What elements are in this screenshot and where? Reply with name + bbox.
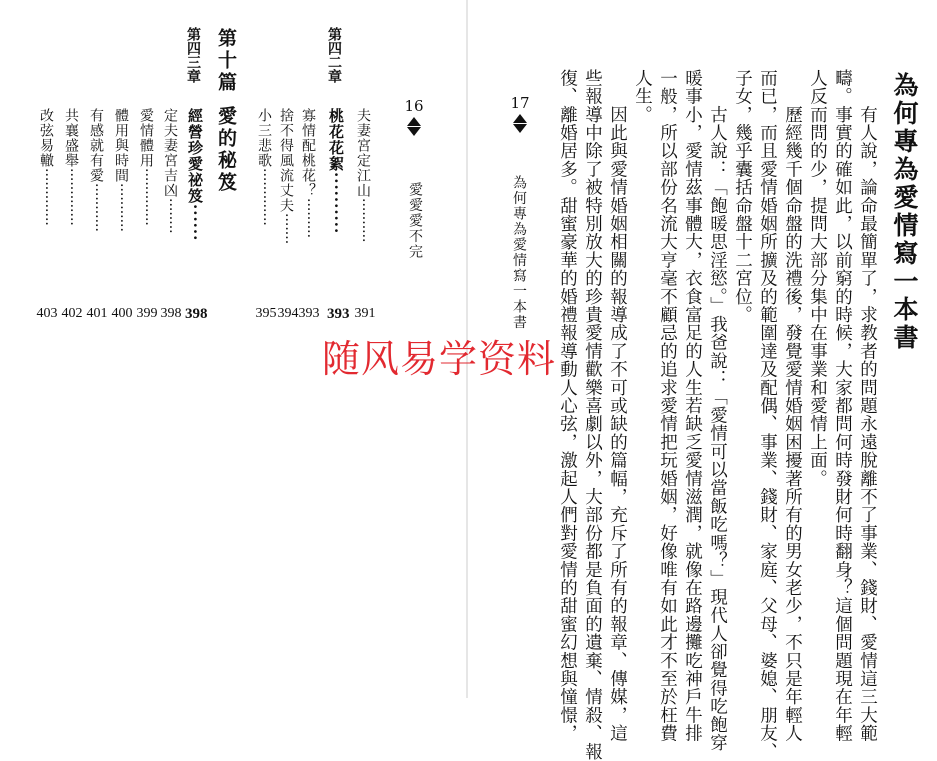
preface-line: 因此與愛情婚姻相關的報導成了不可或缺的篇幅，充斥了所有的報章、傳媒，這 [607,69,628,743]
page-number-text: 17 [510,94,530,112]
preface-line: 人反而問的少，提問大部分集中在事業和愛情上面。 [807,69,828,488]
toc-page-number: 393 [327,306,350,322]
toc-page-number: 391 [354,306,376,321]
page-number-right [510,96,530,133]
preface-line: 古人說：「飽暖思淫慾。」我爸說：「愛情可以當飯吃嗎？」現代人卻覺得吃飽穿 [707,69,728,752]
triangle-down-icon [513,124,527,133]
toc-page-number: 399 [136,306,158,321]
running-head-left: 愛愛愛不完 [407,182,423,260]
toc-page-number: 402 [61,306,83,321]
toc-item: 寡情配桃花？········· [300,108,316,239]
preface-line: 而已，而且愛情婚姻所擴及的範圍達及配偶、事業、錢財、家庭、父母、婆媳、朋友、 [757,69,778,761]
preface-line: 人生。 [632,69,653,124]
toc-item: 定夫妻宮吉凶········ [162,108,178,234]
preface-line: 子女，幾乎囊括命盤十二宮位。 [732,69,753,324]
toc-page-number: 393 [298,306,320,321]
preface-line: 暖事小，愛情茲事體大，衣食富足的人生若缺乏愛情滋潤，就像在路邊攤吃神戶牛排 [682,69,703,743]
preface-line: 有人說，論命最簡單了，求教者的問題永遠脫離不了事業、錢財、愛情這三大範 [857,69,878,743]
toc-chapter: 桃花花絮·········· [327,108,345,235]
toc-page-number: 395 [255,306,277,321]
toc-chapter: 經營珍愛祕笈······ [186,108,204,242]
toc-page-number: 398 [185,306,208,322]
toc-page-number: 400 [111,306,133,321]
toc-item: 有感就有愛··········· [88,108,104,232]
preface-title: 為何專為愛情寫一本書 [890,72,919,352]
toc-page-number: 398 [160,306,182,321]
toc-item: 小三悲歌············· [256,108,272,226]
toc-page-number: 394 [277,306,299,321]
page-number-left [404,99,424,136]
chapter-label: 第四二章 [326,27,342,83]
part-label: 第十篇 [215,28,237,94]
triangle-up-icon [407,117,421,126]
toc-item: 改弦易轍············· [38,108,54,226]
triangle-up-icon [513,114,527,123]
preface-line: 些報導中除了被特別放大的珍貴愛情歡樂喜劇以外，大部份都是負面的遺棄、情殺、報 [582,69,603,761]
page-number-text: 16 [404,97,424,115]
toc-page-number: 401 [86,306,108,321]
chapter-label: 第四三章 [185,27,201,83]
running-head-right: 為何專為愛情寫一本書 [511,175,527,330]
toc-page-number: 403 [36,306,58,321]
preface-line: 一般，所以部份名流大亨毫不顧忌的追求愛情把玩婚姻，好像唯有如此才不至於枉費 [657,69,678,743]
preface-line: 復、離婚居多。甜蜜豪華的婚禮報導動人心弦，激起人們對愛情的甜蜜幻想與憧憬， [557,69,578,743]
preface-line: 疇。事實的確如此，以前窮的時候，大家都問何時發財何時翻身？這個問題現在年輕 [832,69,853,743]
preface-line: 歷經幾千個命盤的洗禮後，發覺愛情婚姻困擾著所有的男女老少，不只是年輕人 [782,69,803,743]
toc-item: 愛情體用············· [138,108,154,226]
toc-item: 捨不得風流丈夫······· [278,108,294,245]
toc-item: 夫妻宮定江山·········· [355,108,371,243]
triangle-down-icon [407,127,421,136]
watermark: 随风易学资料 [322,337,557,381]
toc-item: 共襄盛舉············· [63,108,79,226]
toc-item: 體用與時間··········· [113,108,129,232]
part-title: 愛的秘笈 [215,106,237,194]
